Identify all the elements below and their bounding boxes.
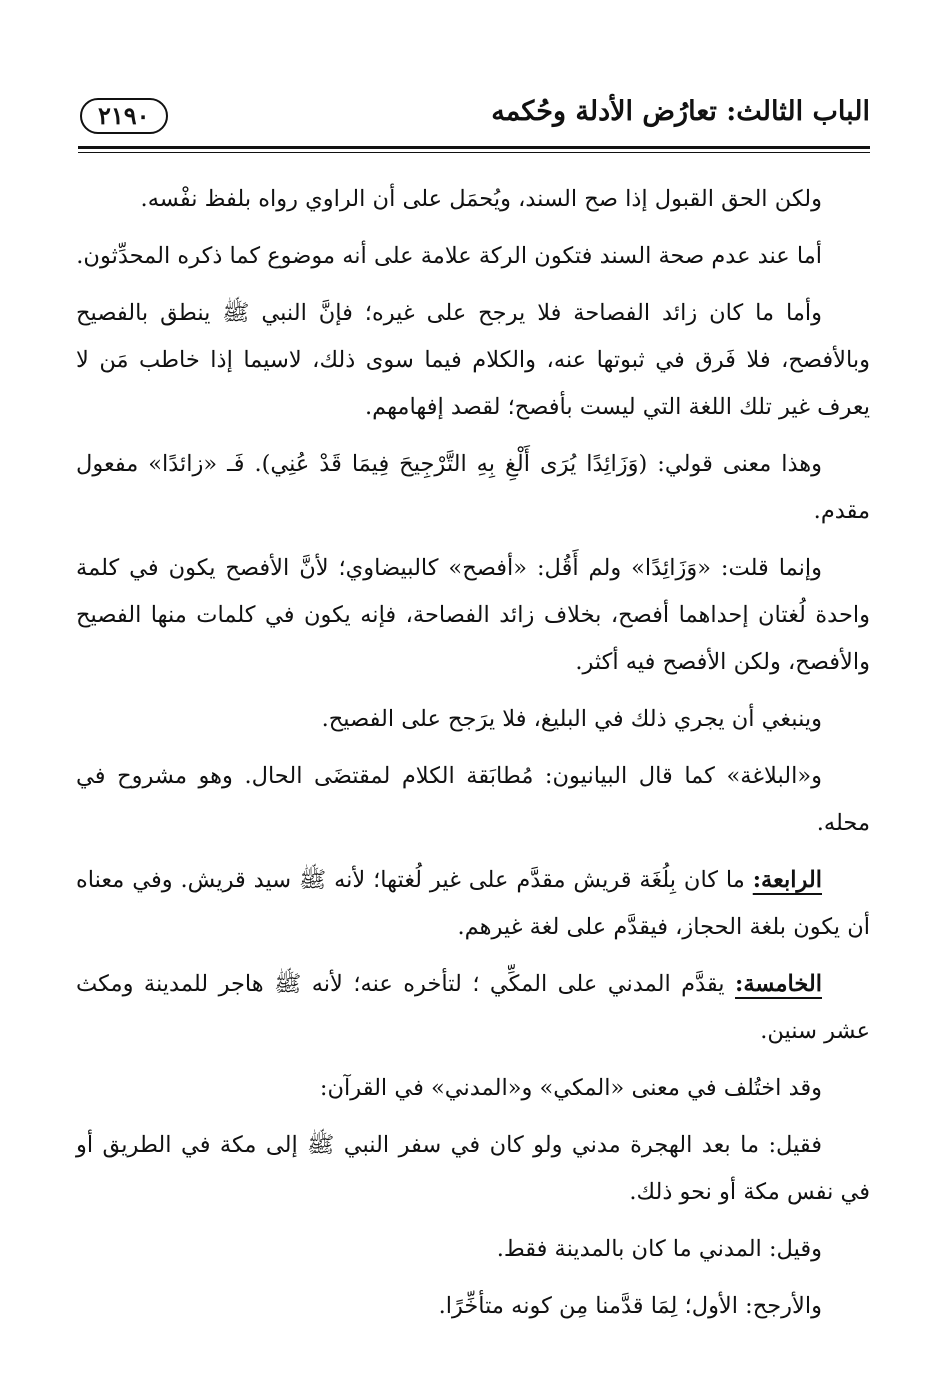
paragraph [76, 1226, 870, 1273]
paragraph-text: وقيل: المدني ما كان بالمدينة فقط. [496, 1236, 822, 1262]
paragraph-text: يقدَّم المدني على المكِّي ؛ لتأخره عنه؛ لأنه ﷺ هاجر للمدينة ومكث عشر سنين. [76, 971, 870, 1044]
paragraph-text: فقيل: ما بعد الهجرة مدني ولو كان في سفر النبي ﷺ إلى مكة في الطريق أو في نفس مكة أو نحو ذلك. [76, 1132, 870, 1205]
paragraph [76, 857, 870, 951]
paragraph [76, 1122, 870, 1216]
body-text [76, 176, 870, 1340]
paragraph [76, 753, 870, 847]
paragraph [76, 545, 870, 686]
paragraph [76, 441, 870, 535]
paragraph [76, 696, 870, 743]
paragraph-text: وقد اختُلف في معنى «المكي» و«المدني» في القرآن: [319, 1075, 822, 1101]
paragraph [76, 961, 870, 1055]
paragraph-text: وأما ما كان زائد الفصاحة فلا يرجح على غيره؛ فإنَّ النبي ﷺ ينطق بالفصيح وبالأفصح، فلا فَرق في ثبوتها عنه، والكلام فيما سوى ذلك، لاسيما إذا خاطب مَن لا يعرف غير تلك اللغة التي ليست بأفصح؛ لقصد إفهامهم. [76, 300, 870, 420]
paragraph-text: أما عند عدم صحة السند فتكون الركة علامة على أنه موضوع كما ذكره المحدِّثون. [76, 243, 822, 269]
paragraph-text: والأرجح: الأول؛ لِمَا قدَّمنا مِن كونه متأخِّرًا. [438, 1293, 822, 1319]
header-rule-thin [78, 152, 870, 153]
paragraph-text: وإنما قلت: «وَزَائِدًا» ولم أَقُل: «أفصح» كالبيضاوي؛ لأنَّ الأفصح يكون في كلمة واحدة لُغتان إحداهما أفصح، بخلاف زائد الفصاحة، فإنه يكون في كلمات منها الفصيح والأفصح، ولكن الأفصح فيه أكثر. [76, 555, 870, 675]
paragraph-text: و«البلاغة» كما قال البيانيون: مُطابَقة الكلام لمقتضَى الحال. وهو مشروح في محله. [76, 763, 870, 836]
section-lead: الخامسة: [735, 971, 822, 997]
paragraph [76, 176, 870, 223]
paragraph-text: وينبغي أن يجري ذلك في البليغ، فلا يرَجح على الفصيح. [321, 706, 822, 732]
section-lead: الرابعة: [752, 867, 822, 893]
chapter-title: الباب الثالث: تعارُض الأدلة وحُكمه [491, 96, 870, 127]
paragraph-text: وهذا معنى قولي: (وَزَائِدًا يُرَى أَلْغِ بِهِ التَّرْجِيحَ فِيمَا قَدْ عُنِي). فَـ «زائدًا» مفعول مقدم. [76, 451, 870, 524]
paragraph [76, 233, 870, 280]
paragraph [76, 290, 870, 431]
paragraph-text: ولكن الحق القبول إذا صح السند، ويُحمَل على أن الراوي رواه بلفظ نفْسه. [140, 186, 822, 212]
paragraph [76, 1065, 870, 1112]
paragraph [76, 1283, 870, 1330]
page-number: ٢١٩٠ [80, 98, 168, 134]
page-header [78, 96, 870, 152]
paragraph-text: ما كان بِلُغَة قريش مقدَّم على غير لُغتها؛ لأنه ﷺ سيد قريش. وفي معناه أن يكون بلغة الحجاز، فيقدَّم على لغة غيرهم. [76, 867, 870, 940]
header-rule [78, 146, 870, 149]
